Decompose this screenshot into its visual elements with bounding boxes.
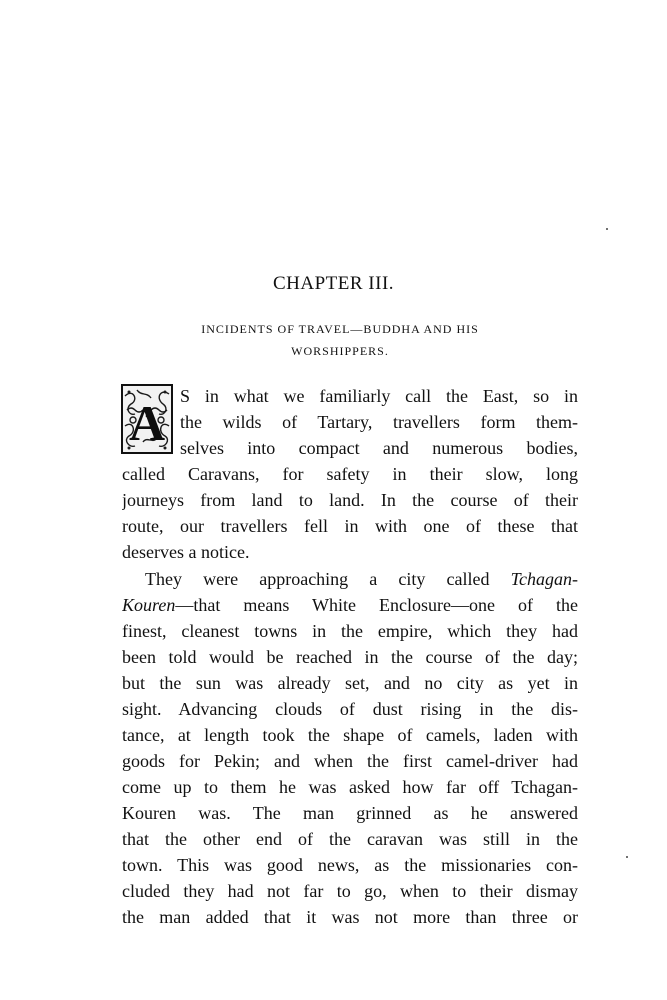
text-line: route, our travellers fell in with one of these that	[122, 516, 578, 536]
text-line: the man added that it was not more than three or	[122, 907, 578, 927]
italic-place-name: Kouren	[122, 595, 176, 615]
text-line: but the sun was already set, and no city as yet in	[122, 673, 578, 693]
text-line: come up to them he was asked how far off Tchagan-	[122, 777, 578, 797]
text-line: selves into compact and numerous bodies,	[180, 438, 578, 458]
chapter-subtitle-line: WORSHIPPERS.	[291, 344, 389, 358]
text-line	[122, 592, 578, 618]
text-line: S in what we familiarly call the East, so in	[180, 386, 578, 406]
text-run: —that means White Enclosure—one of the	[175, 595, 578, 615]
print-speck	[606, 228, 608, 230]
text-line: Kouren was. The man grinned as he answered	[122, 803, 578, 823]
ornamental-initial-A-icon	[121, 384, 173, 454]
text-line: deserves a notice.	[122, 542, 250, 562]
italic-place-name: Tchagan-	[510, 569, 578, 589]
chapter-subtitle	[150, 318, 530, 362]
dropcap-letter: A	[128, 395, 166, 451]
chapter-subtitle-line: INCIDENTS OF TRAVEL—BUDDHA AND HIS	[201, 322, 479, 336]
text-line: cluded they had not far to go, when to their dismay	[122, 881, 578, 901]
text-line: goods for Pekin; and when the first camel-driver had	[122, 751, 578, 771]
text-line: tance, at length took the shape of camels, laden with	[122, 725, 578, 745]
text-line: been told would be reached in the course of the day;	[122, 647, 578, 667]
print-speck	[626, 856, 628, 858]
text-line: journeys from land to land. In the course of their	[122, 490, 578, 510]
text-line: sight. Advancing clouds of dust rising in the dis-	[122, 699, 578, 719]
text-line: the wilds of Tartary, travellers form them-	[180, 412, 578, 432]
text-line: finest, cleanest towns in the empire, which they had	[122, 621, 578, 641]
text-line	[145, 566, 578, 592]
text-run: They were approaching a city called	[145, 569, 511, 589]
text-line: town. This was good news, as the missionaries con-	[122, 855, 578, 875]
text-line: called Caravans, for safety in their slow, long	[122, 464, 578, 484]
chapter-heading: CHAPTER III.	[272, 273, 395, 294]
text-line: that the other end of the caravan was still in the	[122, 829, 578, 849]
